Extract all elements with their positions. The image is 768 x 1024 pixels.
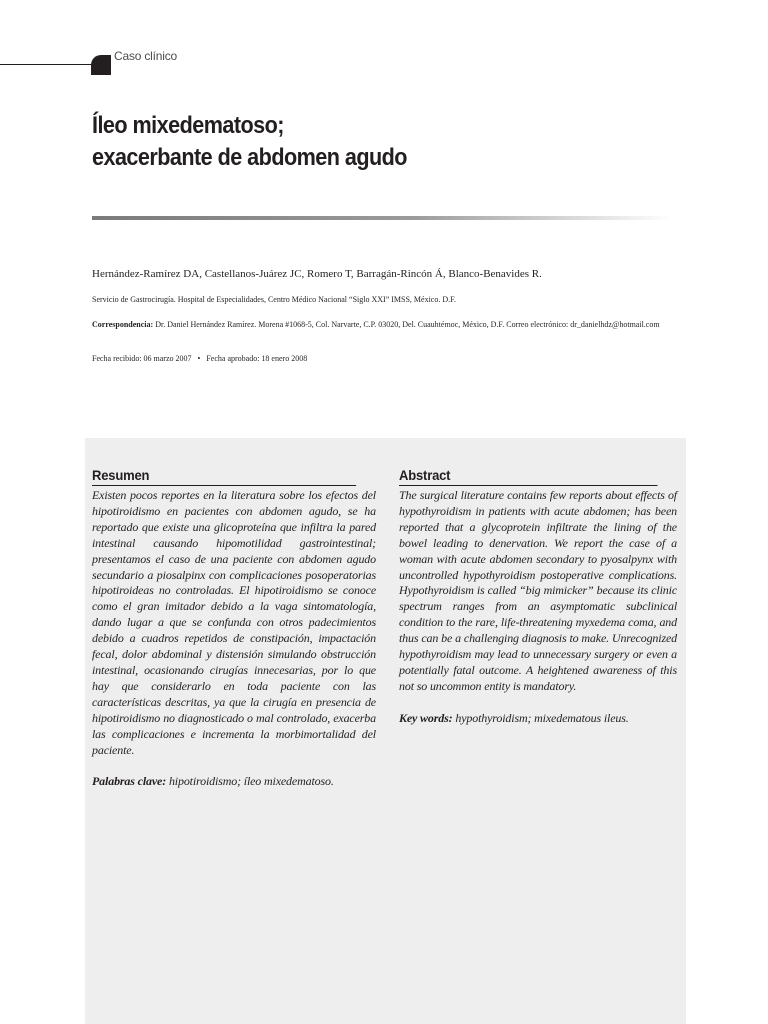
authors: Hernández-Ramírez DA, Castellanos-Juárez JC, Romero T, Barragán-Rincón Á, Blanco-Benavides R. (92, 268, 542, 280)
abstract-keywords-label: Key words: (399, 710, 453, 725)
section-label: Caso clínico (114, 49, 177, 63)
dates (92, 354, 307, 363)
resumen-heading: Resumen (92, 466, 356, 486)
article-title-line-2: exacerbante de abdomen agudo (92, 144, 407, 171)
date-received: Fecha recibido: 06 marzo 2007 (92, 354, 192, 363)
resumen-keywords-label: Palabras clave: (92, 774, 167, 789)
header-rule (0, 64, 96, 65)
abstract-keywords (399, 711, 677, 727)
affiliation: Servicio de Gastrocirugía. Hospital de Especialidades, Centro Médico Nacional “Siglo XXI” IMSS, México. D.F. (92, 295, 456, 304)
resumen-keywords-text: hipotiroidismo; íleo mixedematoso. (168, 774, 334, 789)
abstract-body: The surgical literature contains few reports about effects of hypothyroidism in patients with acute abdomen; has been reported that a glycoprotein infiltrate the lining of the bowel leading to denervation. We report the case of a woman with acute abdomen secondary to pyosalpynx with uncontrolled hypothyroidism postoperative complications. Hypothyroidism is called “big mimicker” because its clinic spectrum ranges from an asymptomatic subclinical condition to the rare, life-threatening myxedema coma, and thus can be a challenging diagnosis to make. Unrecognized hypothyroidism may lead to unnecessary surgery or even a potentially fatal outcome. A heightened awareness of this not so uncommon entity is mandatory. (399, 488, 677, 693)
correspondence (92, 319, 682, 331)
article-title-line-1: Íleo mixedematoso; (92, 112, 284, 139)
date-approved: Fecha aprobado: 18 enero 2008 (206, 354, 308, 363)
article-title (92, 110, 407, 174)
abstract-keywords-text: hypothyroidism; mixedematous ileus. (455, 710, 629, 725)
resumen-column (92, 466, 376, 790)
title-rule (92, 216, 672, 220)
abstract-column (399, 466, 677, 727)
resumen-body: Existen pocos reportes en la literatura sobre los efectos del hipotiroidismo en pacientes con abdomen agudo, se ha reportado que existe una glicoproteína que infiltra la pared intestinal causando hipomotilidad gastrointestinal; presentamos el caso de una paciente con abdomen agudo secundario a piosalpinx con complicaciones posoperatorias hipotiroideas no controladas. El hipotiroidismo se conoce como el gran imitador debido a la vaga sintomatología, dando lugar a que se confunda con otros padecimientos debido a cuadros repetidos de constipación, impactación fecal, dolor abdominal y distensión simulando obstrucción intestinal, ocasionando cirugías innecesarias, por lo que hay que considerarlo en toda paciente con las características descritas, ya que la cirugía en presencia de hipotiroidismo no diagnosticado o mal controlado, exacerba las complicaciones e incrementa la morbimortalidad del paciente. (92, 488, 376, 757)
correspondence-label: Correspondencia: (92, 320, 154, 329)
correspondence-text: Dr. Daniel Hernández Ramírez. Morena #1068-5, Col. Narvarte, C.P. 03020, Del. Cuauhtémoc, México, D.F. Correo electrónico: dr_danielhdz@hotmail.com (155, 320, 660, 329)
resumen-keywords (92, 774, 376, 790)
date-separator: • (197, 354, 201, 363)
abstract-heading: Abstract (399, 466, 658, 486)
section-corner-mark (91, 55, 111, 75)
